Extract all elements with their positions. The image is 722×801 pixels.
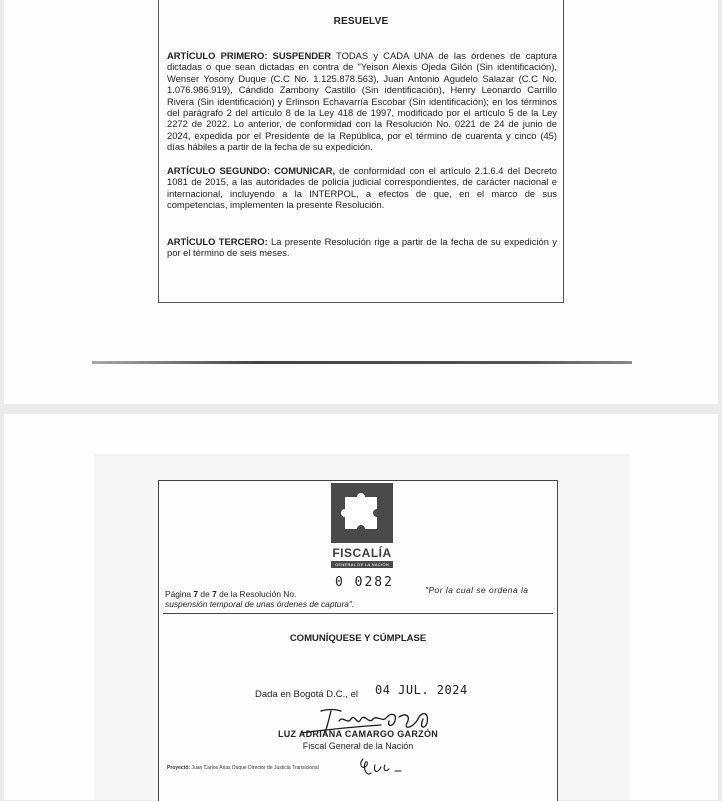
footer-label: Proyectó: <box>167 765 191 771</box>
signer-name: LUZ ADRIANA CAMARGO GARZÓN <box>277 729 439 739</box>
article-text: de conformidad con el artículo 2.1.6.4 del Decreto 1081 de 2015, a las autoridades de policía judicial correspondientes, de carácter nacional e internacional, incluyendo a la INTERPOL, a efectos de que, en el marco de sus competencias, implementen la presente Resolución. <box>167 165 557 211</box>
page-ref-suffix: de la Resolución No. <box>219 589 297 599</box>
article-primero <box>167 50 557 153</box>
document-page-2 <box>4 414 718 800</box>
page-of: de <box>200 589 210 599</box>
article-verb: COMUNICAR, <box>274 165 336 176</box>
article-verb: SUSPENDER <box>272 50 332 61</box>
date-label: Dada en Bogotá D.C., el <box>255 689 358 700</box>
signer-title: Fiscal General de la Nación <box>302 741 414 751</box>
article-title: ARTÍCULO TERCERO: <box>167 236 268 247</box>
article-title: ARTÍCULO SEGUNDO: <box>167 165 271 176</box>
article-tercero <box>167 236 557 259</box>
closing-formula: COMUNÍQUESE Y CÚMPLASE <box>289 633 427 644</box>
initials-signature <box>355 755 405 779</box>
page-current: 7 <box>193 589 199 599</box>
footer-note <box>167 765 319 771</box>
article-text: La presente Resolución rige a partir de la fecha de su expedición y por el término de seis meses. <box>167 236 557 259</box>
resolution-subject-cont: suspensión temporal de unas órdenes de captura". <box>165 599 355 609</box>
article-title: ARTÍCULO PRIMERO: <box>167 50 268 61</box>
page-ref-prefix: Página <box>165 589 192 599</box>
puzzle-piece-icon <box>331 483 393 543</box>
page-total: 7 <box>212 589 217 599</box>
logo-name: FISCALÍA <box>332 546 392 560</box>
section-heading: RESUELVE <box>333 16 389 27</box>
resolution-number: 0 0282 <box>335 575 394 590</box>
logo-subtitle: GENERAL DE LA NACIÓN <box>331 561 393 568</box>
fiscalia-logo <box>331 483 393 568</box>
page-bottom-rule <box>92 361 632 364</box>
footer-text: Juan Carlos Arias Duque Director de Justicia Transicional <box>191 765 319 771</box>
resolution-subject: "Por la cual se ordena la <box>425 585 529 595</box>
date-stamp: 04 JUL. 2024 <box>375 683 468 697</box>
article-text: TODAS y CADA UNA de las órdenes de captura dictadas o que sean dictadas en contra de "Yeison Alexis Ojeda Gilón (Sin identificación), Wenser Yosony Duque (C.C No. 1.125.878.563), Juan Antonio Agudelo Salazar (C.C No. 1.076.986.919), Cándido Zambony Castillo (Sin identificación), Henry Leonardo Carrillo Rivera (Sin identificación) y Erlinson Echavarría Escobar (Sin identificación); en los términos del parágrafo 2 del artículo 8 de la Ley 418 de 1997, modificado por el artículo 5 de la Ley 2272 de 2022. Lo anterior, de conformidad con la Resolución No. 0221 de 24 de junio de 2024, expedida por el Presidente de la República, por el término de cuarenta y cinco (45) días hábiles a partir de la fecha de su expedición. <box>167 50 557 153</box>
resolution-frame <box>158 0 564 303</box>
signature-frame <box>158 480 558 801</box>
article-segundo <box>167 165 557 211</box>
document-page-1 <box>4 0 718 404</box>
header-separator <box>163 613 553 614</box>
